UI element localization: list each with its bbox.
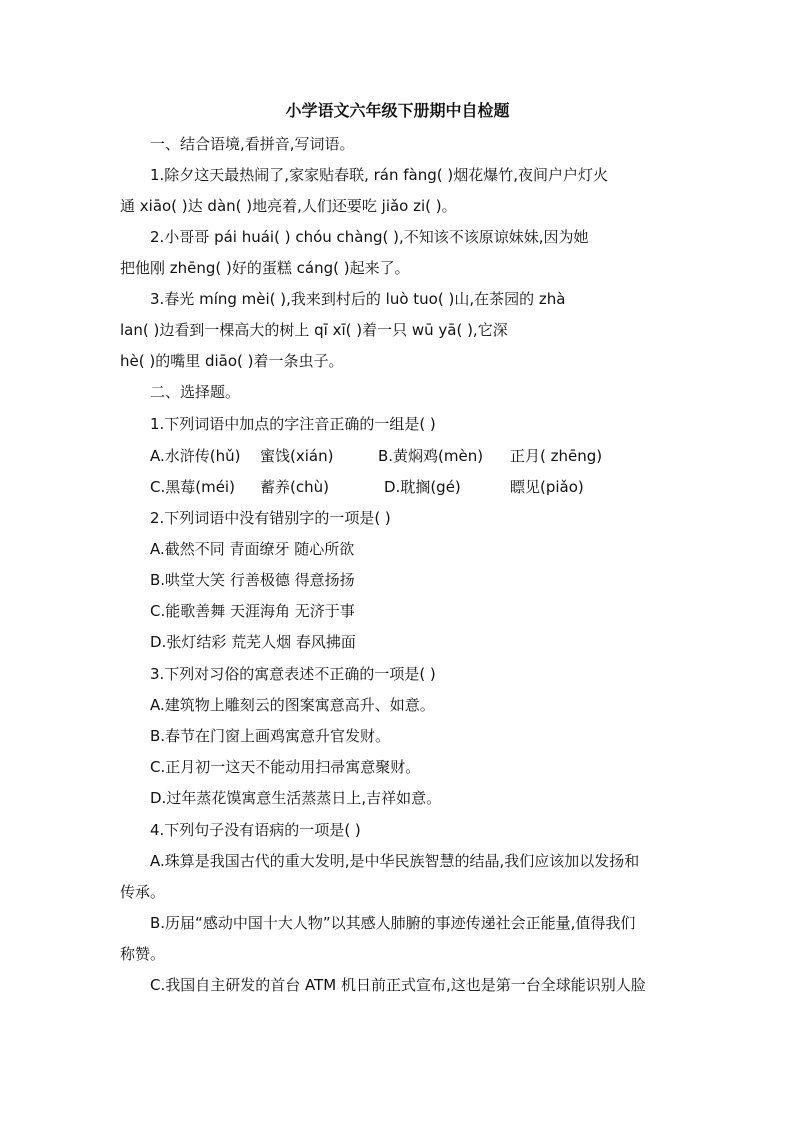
q2-2-option-a: A.截然不同 青面缭牙 随心所欲 xyxy=(150,540,355,558)
q2-1-option-a1: A.水浒传(hǔ) xyxy=(150,447,241,465)
q2-1-option-c1: C.黑莓(méi) xyxy=(150,478,235,496)
q2-4-option-c-line1: C.我国自主研发的首台 ATM 机日前正式宣布,这也是第一台全球能识别人脸 xyxy=(150,976,646,994)
q2-1-option-b1: B.黄焖鸡(mèn) xyxy=(378,447,484,465)
q1-1-line1: 1.除夕这天最热闹了,家家贴春联, rán fàng( )烟花爆竹,夜间户户灯火 xyxy=(150,166,608,184)
q2-1-option-c2: 蓄养(chù) xyxy=(260,478,329,496)
q2-2-option-b: B.哄堂大笑 行善极德 得意扬扬 xyxy=(150,571,355,589)
q1-3-line2: lan( )边看到一棵高大的树上 qī xī( )着一只 wū yā( ),它深 xyxy=(120,321,508,339)
q2-2-option-d: D.张灯结彩 荒芜人烟 春风拂面 xyxy=(150,633,356,651)
q1-2-line2: 把他刚 zhēng( )好的蛋糕 cáng( )起来了。 xyxy=(120,259,410,277)
q2-4-option-b-line2: 称赞。 xyxy=(120,945,166,963)
q1-2-line1: 2.小哥哥 pái huái( ) chóu chàng( ),不知该不该原谅妹妹,因为她 xyxy=(150,228,589,246)
q2-1-option-b2: 正月( zhēng) xyxy=(510,447,603,465)
section2-heading: 二、选择题。 xyxy=(150,383,241,401)
q2-1-option-a2: 蜜饯(xián) xyxy=(260,447,334,465)
q2-1-options-cd xyxy=(150,477,584,497)
q2-4-option-b-line1: B.历届“感动中国十大人物”以其感人肺腑的事迹传递社会正能量,值得我们 xyxy=(150,914,636,932)
q2-4-option-a-line2: 传承。 xyxy=(120,883,166,901)
q2-3-option-b: B.春节在门窗上画鸡寓意升官发财。 xyxy=(150,727,391,745)
q2-3-option-d: D.过年蒸花馍寓意生活蒸蒸日上,吉祥如意。 xyxy=(150,789,442,807)
q1-3-line1: 3.春光 míng mèi( ),我来到村后的 luò tuo( )山,在茶园的 zhà xyxy=(150,290,566,308)
q2-4-stem: 4.下列句子没有语病的一项是( ) xyxy=(150,821,361,839)
q2-1-stem: 1.下列词语中加点的字注音正确的一组是( ) xyxy=(150,415,436,433)
q2-2-stem: 2.下列词语中没有错别字的一项是( ) xyxy=(150,509,391,527)
q2-1-options-ab xyxy=(150,446,602,466)
q2-3-option-a: A.建筑物上雕刻云的图案寓意高升、如意。 xyxy=(150,696,435,714)
q2-4-option-a-line1: A.珠算是我国古代的重大发明,是中华民族智慧的结晶,我们应该加以发扬和 xyxy=(150,852,640,870)
q1-1-line2: 通 xiāo( )达 dàn( )地亮着,人们还要吃 jiǎo zi( )。 xyxy=(120,197,457,215)
section1-heading: 一、结合语境,看拼音,写词语。 xyxy=(150,135,355,153)
q2-3-stem: 3.下列对习俗的寓意表述不正确的一项是( ) xyxy=(150,665,436,683)
page-title: 小学语文六年级下册期中自检题 xyxy=(285,101,510,120)
q2-3-option-c: C.正月初一这天不能动用扫帚寓意聚财。 xyxy=(150,758,421,776)
q2-1-option-d2: 瞟见(piǎo) xyxy=(510,478,584,496)
q2-1-option-d1: D.耽搁(gé) xyxy=(384,478,461,496)
q1-3-line3: hè( )的嘴里 diāo( )着一条虫子。 xyxy=(120,352,344,370)
q2-2-option-c: C.能歌善舞 天涯海角 无济于事 xyxy=(150,602,355,620)
